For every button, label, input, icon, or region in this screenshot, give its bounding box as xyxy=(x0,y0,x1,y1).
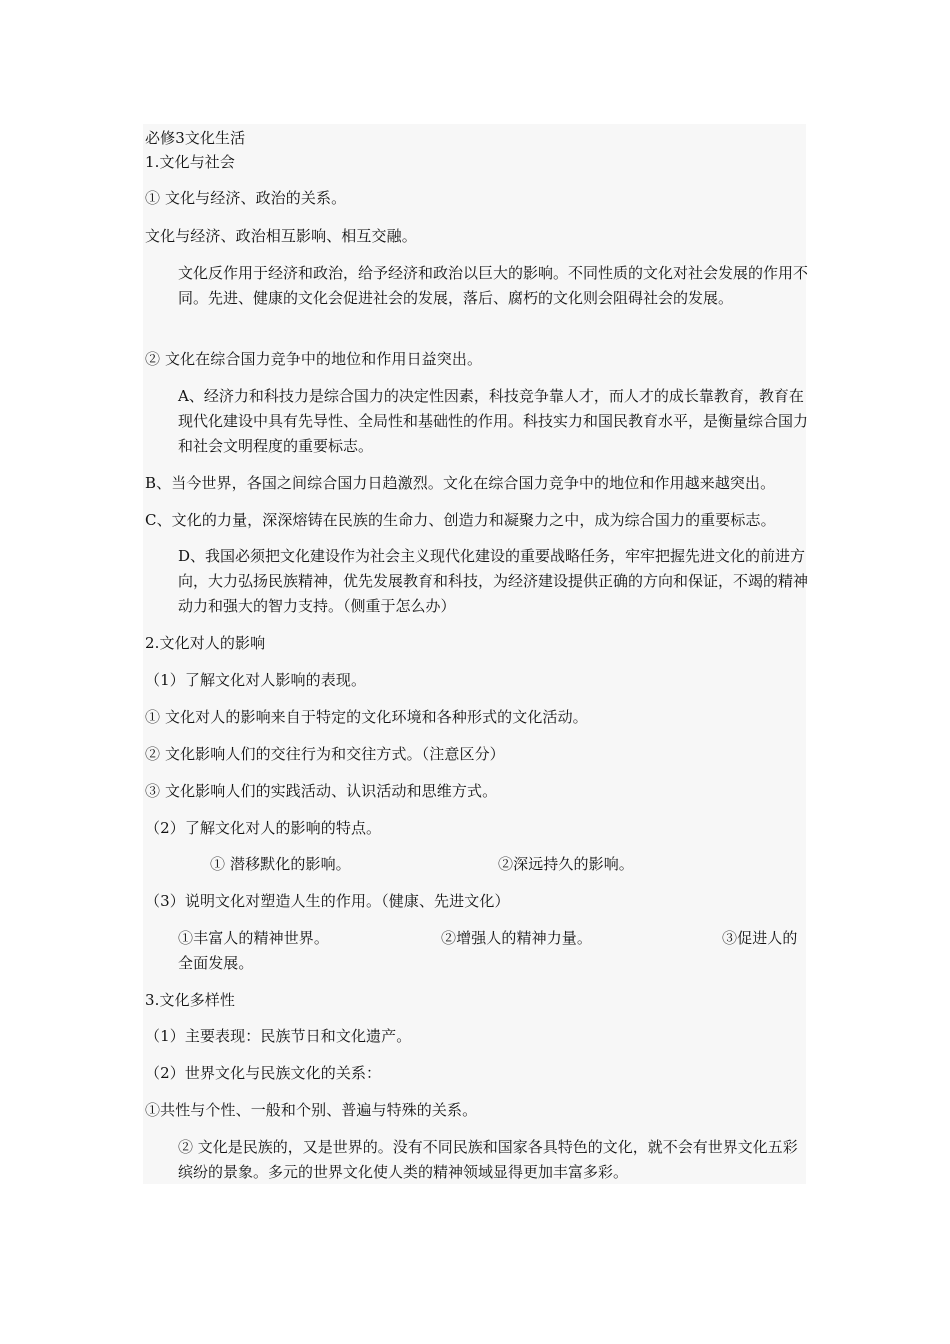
list-item: ②深远持久的影响。 xyxy=(498,855,634,873)
list-item: ① 潜移默化的影响。 xyxy=(210,855,351,873)
list-item: ②增强人的精神力量。 xyxy=(441,929,593,947)
list-item: ① 文化对人的影响来自于特定的文化环境和各种形式的文化活动。 xyxy=(145,708,588,726)
list-item: （1）了解文化对人影响的表现。 xyxy=(145,671,367,689)
document-title: 必修3文化生活 xyxy=(145,129,246,147)
list-item: （3）说明文化对塑造人生的作用。（健康、先进文化） xyxy=(145,892,510,910)
list-item: C、文化的力量，深深熔铸在民族的生命力、创造力和凝聚力之中，成为综合国力的重要标志。 xyxy=(145,511,776,529)
paragraph: ② 文化是民族的，又是世界的。没有不同民族和国家各具特色的文化，就不会有世界文化五彩缤纷的景象。多元的世界文化使人类的精神领域显得更加丰富多彩。 xyxy=(178,1138,798,1181)
paragraph: 文化反作用于经济和政治，给予经济和政治以巨大的影响。不同性质的文化对社会发展的作用不同。先进、健康的文化会促进社会的发展，落后、腐朽的文化则会阻碍社会的发展。 xyxy=(178,264,809,307)
list-item: ①共性与个性、一般和个别、普遍与特殊的关系。 xyxy=(145,1101,478,1119)
list-item: ① 文化与经济、政治的关系。 xyxy=(145,189,347,207)
list-item: （2）了解文化对人的影响的特点。 xyxy=(145,819,382,837)
paragraph: A、经济力和科技力是综合国力的决定性因素，科技竞争靠人才，而人才的成长靠教育，教育在现代化建设中具有先导性、全局性和基础性的作用。科技实力和国民教育水平，是衡量综合国力和社会文明程度的重要标志。 xyxy=(178,387,809,455)
list-item: 文化与经济、政治相互影响、相互交融。 xyxy=(145,227,417,245)
list-item: ② 文化影响人们的交往行为和交往方式。（注意区分） xyxy=(145,745,505,763)
list-item: ③促进人的 xyxy=(722,929,798,947)
paragraph: D、我国必须把文化建设作为社会主义现代化建设的重要战略任务，牢牢把握先进文化的前进方向，大力弘扬民族精神，优先发展教育和科技，为经济建设提供正确的方向和保证，不竭的精神动力和强大的智力支持。（侧重于怎么办） xyxy=(178,547,809,615)
list-item: （2）世界文化与民族文化的关系： xyxy=(145,1064,382,1082)
section-heading: 2.文化对人的影响 xyxy=(145,634,266,652)
list-item: （1）主要表现：民族节日和文化遗产。 xyxy=(145,1027,412,1045)
section-heading: 3.文化多样性 xyxy=(145,991,236,1009)
list-item: 全面发展。 xyxy=(178,954,254,972)
list-item: B、当今世界，各国之间综合国力日趋激烈。文化在综合国力竞争中的地位和作用越来越突出。 xyxy=(145,474,776,492)
list-item: ② 文化在综合国力竞争中的地位和作用日益突出。 xyxy=(145,350,483,368)
list-item: ③ 文化影响人们的实践活动、认识活动和思维方式。 xyxy=(145,782,498,800)
section-heading: 1.文化与社会 xyxy=(145,153,236,171)
list-item: ①丰富人的精神世界。 xyxy=(178,929,330,947)
